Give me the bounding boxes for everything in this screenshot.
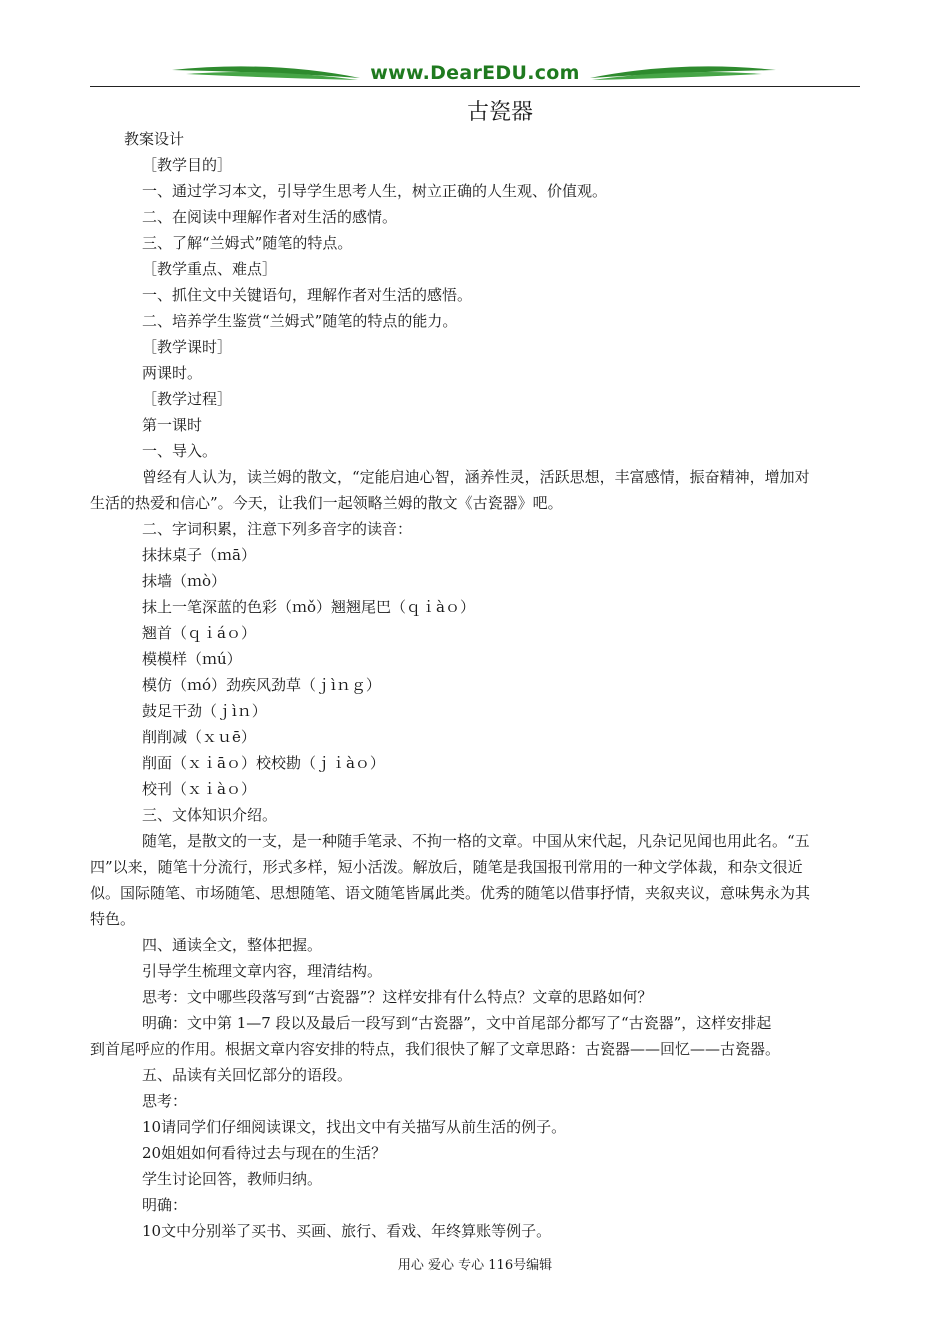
paragraph-line: 明确：文中第 1—7 段以及最后一段写到“古瓷器”，文中首尾部分都写了“古瓷器”，这样安排起 [142,1014,772,1032]
text-line: 思考：文中哪些段落写到“古瓷器”？这样安排有什么特点？文章的思路如何？ [142,988,653,1006]
site-header [90,58,860,92]
text-line: 一、抓住文中关键语句，理解作者对生活的感悟。 [142,286,473,304]
text-line: 抹墙（ｍò） [142,572,227,590]
text-line: 10文中分别举了买书、买画、旅行、看戏、年终算账等例子。 [142,1222,552,1240]
document-title: 古瓷器 [466,100,533,125]
text-line: 二、培养学生鉴赏“兰姆式”随笔的特点的能力。 [142,312,458,330]
text-line: 削削减（ｘｕē） [142,728,256,746]
text-line: 引导学生梳理文章内容，理清结构。 [142,962,383,980]
paragraph-intro [90,464,860,516]
text-line: 两课时。 [142,364,203,382]
text-line: ［教学目的］ [142,156,233,174]
paragraph-line: 生活的热爱和信心”。今天，让我们一起领略兰姆的散文《古瓷器》吧。 [90,494,563,512]
site-logo-text: www.DearEDU.com [362,62,588,84]
page-footer: 用心 爱心 专心 116号编辑 [397,1258,553,1273]
header-rule [90,86,860,87]
text-line: 抹抹桌子（ｍā） [142,546,256,564]
text-line: 明确： [142,1196,188,1214]
text-line: 10请同学们仔细阅读课文，找出文中有关描写从前生活的例子。 [142,1118,567,1136]
text-line: ［教学重点、难点］ [142,260,278,278]
text-line: 模仿（ｍó）劲疾风劲草（ｊìｎｇ） [142,676,381,694]
text-line: 五、品读有关回忆部分的语段。 [142,1066,353,1084]
text-line: 学生讨论回答，教师归纳。 [142,1170,323,1188]
text-line: 第一课时 [142,416,203,434]
text-line: 模模样（ｍú） [142,650,242,668]
text-line: 思考： [142,1092,188,1110]
text-line: 三、了解“兰姆式”随笔的特点。 [142,234,353,252]
text-line: 抹上一笔深蓝的色彩（ｍǒ）翘翘尾巴（ｑｉàｏ） [142,598,475,616]
text-line: 20姐姐如何看待过去与现在的生活？ [142,1144,387,1162]
paragraph-essay-intro [90,828,860,932]
text-line: 翘首（ｑｉáｏ） [142,624,256,642]
paragraph-line: 到首尾呼应的作用。根据文章内容安排的特点，我们很快了解了文章思路：古瓷器——回忆——古瓷器。 [90,1040,781,1058]
text-line: 四、通读全文，整体把握。 [142,936,323,954]
paragraph-line: 随笔，是散文的一支，是一种随手笔录、不拘一格的文章。中国从宋代起，凡杂记见闻也用此名。“五 [142,832,810,850]
paragraph-line: 特色。 [90,910,136,928]
text-line: 二、字词积累，注意下列多音字的读音： [142,520,413,538]
text-line: 一、通过学习本文，引导学生思考人生，树立正确的人生观、价值观。 [142,182,608,200]
paragraph-line: 四”以来，随笔十分流行，形式多样，短小活泼。解放后，随笔是我国报刊常用的一种文学体裁，和杂文很近 [90,858,803,876]
text-line: 二、在阅读中理解作者对生活的感情。 [142,208,398,226]
paragraph-line: 似。国际随笔、市场随笔、思想随笔、语文随笔皆属此类。优秀的随笔以借事抒情，夹叙夹议，意味隽永为其 [90,884,811,902]
text-line: 三、文体知识介绍。 [142,806,278,824]
text-line: ［教学课时］ [142,338,233,356]
text-line: ［教学过程］ [142,390,233,408]
paragraph-structure [90,1010,860,1062]
text-line: 一、导入。 [142,442,218,460]
text-line: 鼓足干劲（ｊìｎ） [142,702,267,720]
section-label: 教案设计 [124,130,185,148]
text-line: 校刊（ｘｉàｏ） [142,780,256,798]
document-body [90,126,860,1244]
text-line: 削面（ｘｉāｏ）校校勘（ｊｉàｏ） [142,754,385,772]
paragraph-line: 曾经有人认为，读兰姆的散文，“定能启迪心智，涵养性灵，活跃思想，丰富感情，振奋精神，增加对 [142,468,810,486]
